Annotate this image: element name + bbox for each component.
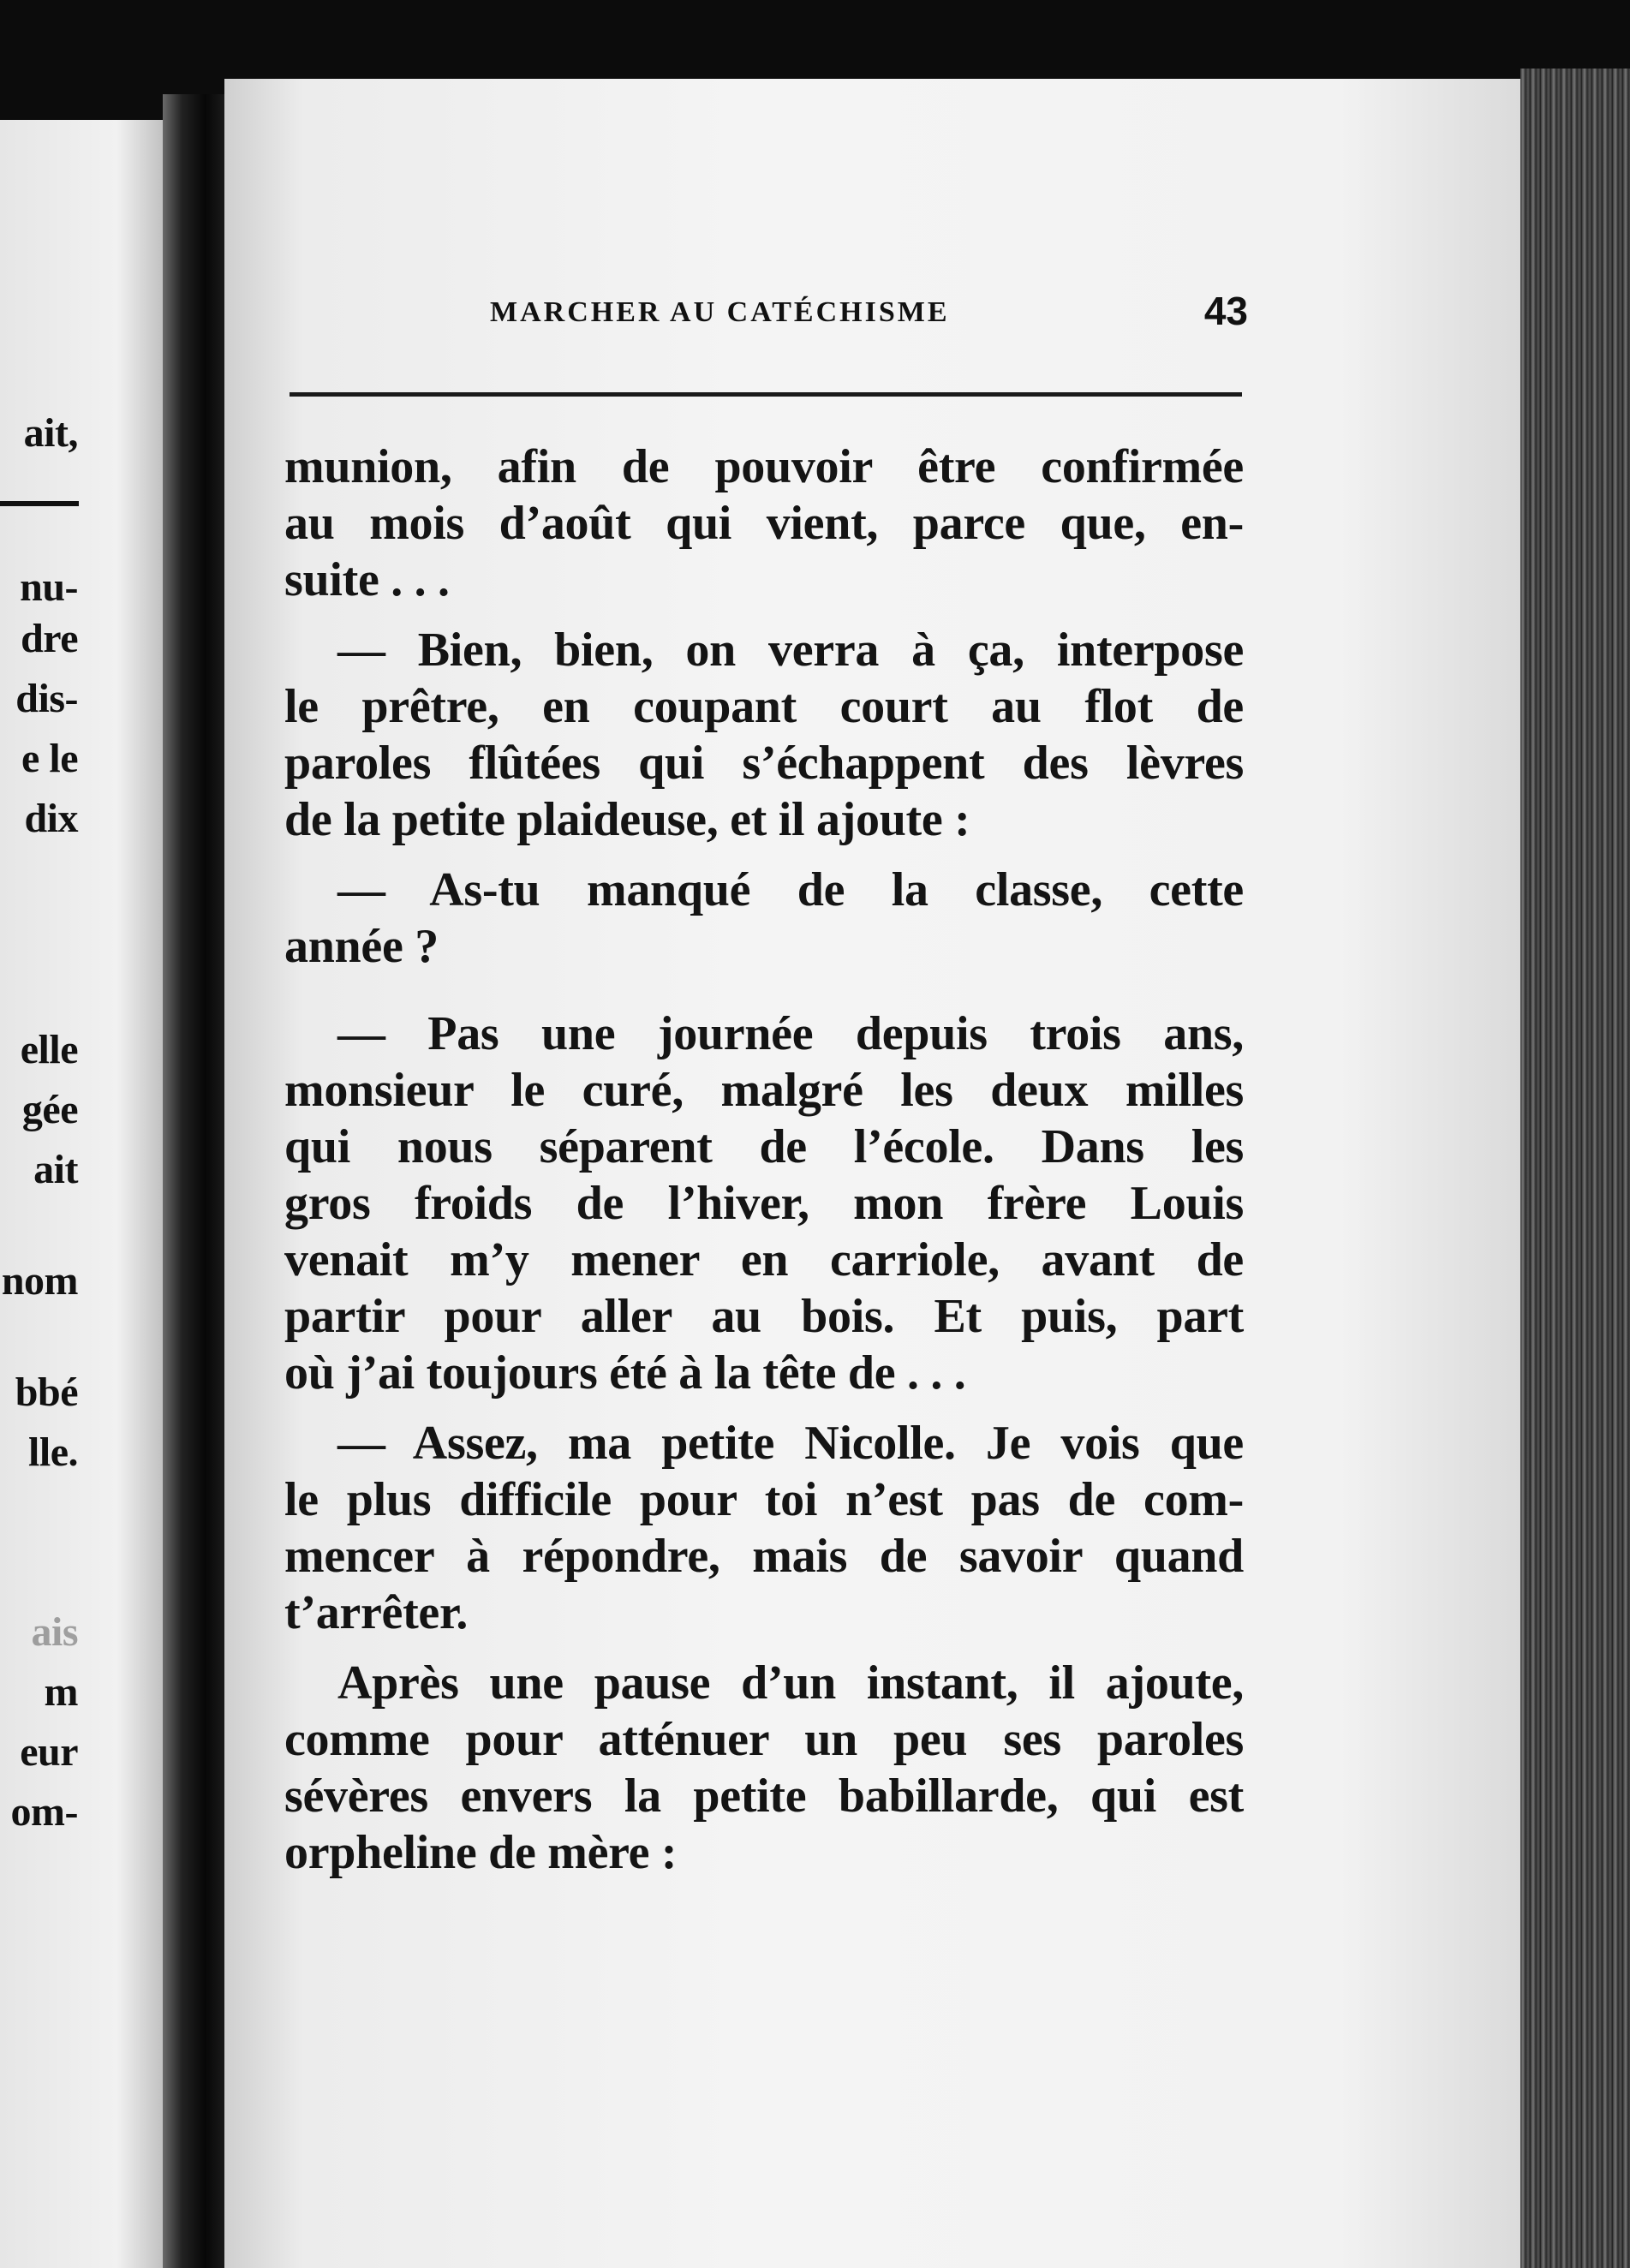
text-line: suite . . .	[284, 553, 450, 606]
text-line: — Bien, bien, on verra à ça, interpose	[337, 624, 1244, 677]
left-facing-page	[0, 120, 167, 2268]
text-line: au mois d’août qui vient, parce que, en-	[284, 497, 1244, 550]
page-edge-shadow	[1520, 69, 1630, 2268]
left-page-fragment: bbé	[15, 1370, 78, 1415]
left-page-fragment: lle.	[28, 1429, 78, 1475]
left-page-rule	[0, 501, 79, 506]
text-line: gros froids de l’hiver, mon frère Louis	[284, 1177, 1244, 1230]
text-line: où j’ai toujours été à la tête de . . .	[284, 1346, 966, 1400]
text-line: monsieur le curé, malgré les deux milles	[284, 1064, 1244, 1117]
text-line: année ?	[284, 920, 439, 973]
text-line: le prêtre, en coupant court au flot de	[284, 680, 1244, 733]
text-line: mencer à répondre, mais de savoir quand	[284, 1530, 1244, 1583]
left-page-fragment: ait	[33, 1147, 78, 1192]
left-page-fragment: m	[44, 1669, 78, 1715]
left-page-fragment: ait,	[23, 410, 78, 456]
left-page-fragment: ais	[31, 1609, 78, 1655]
left-page-fragment: eur	[20, 1729, 78, 1775]
text-line: comme pour atténuer un peu ses paroles	[284, 1713, 1244, 1766]
text-line: venait m’y mener en carriole, avant de	[284, 1233, 1244, 1286]
running-title: MARCHER AU CATÉCHISME	[490, 296, 950, 328]
left-page-fragment: nu-	[20, 564, 78, 610]
text-line: — As-tu manqué de la classe, cette	[337, 863, 1244, 916]
header-rule	[290, 392, 1242, 397]
text-line: Après une pause d’un instant, il ajoute,	[337, 1656, 1244, 1710]
left-page-fragment: e le	[21, 736, 78, 781]
left-page-fragment: elle	[20, 1027, 78, 1072]
left-page-fragment: gée	[21, 1087, 78, 1132]
text-line: partir pour aller au bois. Et puis, part	[284, 1290, 1244, 1343]
text-line: munion, afin de pouvoir être confirmée	[284, 440, 1244, 493]
left-page-fragment: om-	[10, 1789, 78, 1835]
text-line: — Assez, ma petite Nicolle. Je vois que	[337, 1417, 1244, 1470]
page-number: 43	[1203, 289, 1248, 333]
left-page-fragment: nom	[1, 1258, 78, 1304]
running-header	[490, 288, 1248, 339]
left-page-fragment: dre	[21, 616, 78, 661]
text-line: de la petite plaideuse, et il ajoute :	[284, 793, 970, 846]
text-line: sévères envers la petite babillarde, qui est	[284, 1770, 1244, 1823]
left-page-fragment: dix	[24, 796, 78, 841]
text-line: paroles flûtées qui s’échappent des lèvres	[284, 737, 1244, 790]
text-line: t’arrêter.	[284, 1586, 469, 1639]
left-page-fragment: dis-	[15, 676, 78, 721]
text-line: orpheline de mère :	[284, 1826, 678, 1879]
text-line: qui nous séparent de l’école. Dans les	[284, 1120, 1244, 1173]
text-line: — Pas une journée depuis trois ans,	[337, 1007, 1244, 1060]
text-line: le plus difficile pour toi n’est pas de com-	[284, 1473, 1244, 1526]
